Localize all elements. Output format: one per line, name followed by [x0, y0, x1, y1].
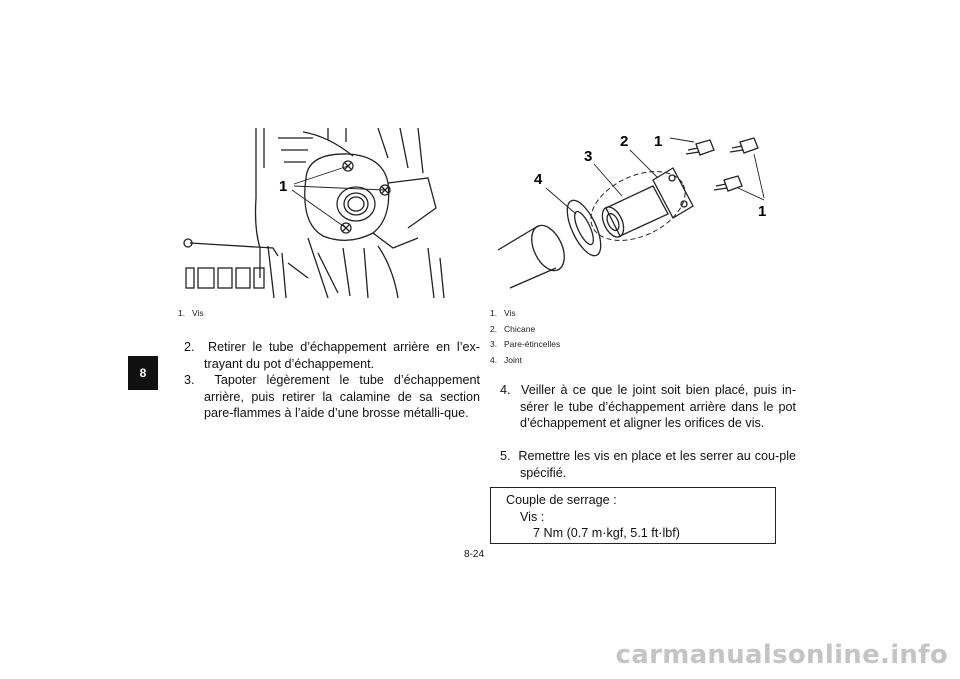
step-2: 2. Retirer le tube d’échappement arrière en l’ex-trayant du pot d’échappement.	[184, 340, 480, 371]
right-callout-1-bottom: 1	[758, 203, 767, 220]
spec-item: Vis :	[520, 509, 545, 524]
step-4: 4. Veiller à ce que le joint soit bien placé, puis in-sérer le tube d’échappement arrière dans le pot d’échappement et aligner les orifices de vis.	[500, 383, 797, 430]
caption-item: 2. Chicane	[490, 323, 536, 334]
chapter-number: 8	[139, 366, 147, 380]
caption-item: 1. Vis	[490, 308, 516, 318]
left-callout-1: 1	[279, 178, 288, 195]
right-callout-3: 3	[584, 148, 593, 165]
right-callout-1-top: 1	[654, 133, 663, 150]
torque-spec-box	[490, 487, 776, 544]
watermark: carmanualsonline.info	[615, 640, 948, 670]
exhaust-end-illustration	[178, 128, 460, 298]
right-callout-4: 4	[534, 171, 543, 188]
spec-title: Couple de serrage :	[506, 493, 617, 507]
chapter-tab	[128, 356, 158, 390]
tailpipe-exploded-illustration	[488, 128, 778, 300]
caption-item: 3. Pare-étincelles	[490, 339, 561, 349]
right-figure-caption	[490, 306, 560, 368]
right-callout-2: 2	[620, 133, 629, 150]
step-3: 3. Tapoter légèrement le tube d’échappement arrière, puis retirer la calamine de sa section pare-flammes à l’aide d’une brosse métalli-que.	[184, 373, 480, 420]
step-5: 5. Remettre les vis en place et les serrer au cou-ple spécifié.	[500, 449, 797, 480]
caption-item: 1. Vis	[178, 308, 204, 318]
caption-item: 4. Joint	[490, 354, 522, 365]
left-figure-caption	[178, 306, 204, 322]
page-number: 8-24	[464, 549, 485, 560]
spec-value: 7 Nm (0.7 m·kgf, 5.1 ft·lbf)	[533, 526, 680, 540]
